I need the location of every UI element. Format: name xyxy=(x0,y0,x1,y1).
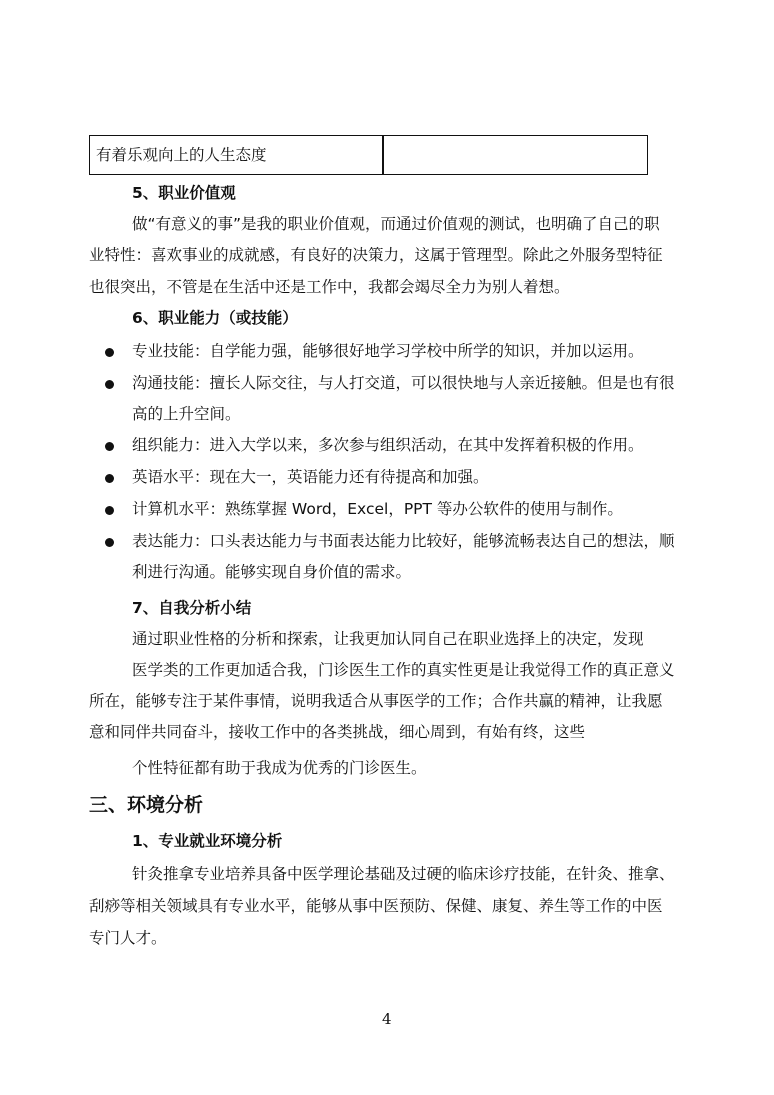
skill-item: 计算机水平：熟练掌握 Word，Excel，PPT 等办公软件的使用与制作。 xyxy=(132,500,623,518)
bullet-icon xyxy=(105,442,114,451)
summary-line: 意和同伴共同奋斗，接收工作中的各类挑战，细心周到，有始有终，这些 xyxy=(89,723,586,741)
skill-item: 表达能力：口头表达能力与书面表达能力比较好，能够流畅表达自己的想法，顺 xyxy=(132,532,675,550)
skill-item-continuation: 利进行沟通。能够实现自身价值的需求。 xyxy=(132,563,412,581)
bullet-icon xyxy=(105,474,114,483)
table-column-divider xyxy=(382,135,384,175)
subsection-1-heading: 1、专业就业环境分析 xyxy=(132,832,283,850)
section-5-para-line: 也很突出，不管是在生活中还是工作中，我都会竭尽全力为别人着想。 xyxy=(89,278,570,296)
section-3-title: 三、环境分析 xyxy=(89,794,204,816)
section-5-para-line: 业特性：喜欢事业的成就感，有良好的决策力，这属于管理型。除此之外服务型特征 xyxy=(89,246,663,264)
skill-item: 沟通技能：擅长人际交往，与人打交道，可以很快地与人亲近接触。但是也有很 xyxy=(132,374,675,392)
table-cell-left: 有着乐观向上的人生态度 xyxy=(96,146,267,164)
section-6-heading: 6、职业能力（或技能） xyxy=(132,309,298,327)
bullet-icon xyxy=(105,348,114,357)
bullet-icon xyxy=(105,380,114,389)
bullet-icon xyxy=(105,538,114,547)
section-5-para-line: 做“有意义的事”是我的职业价值观，而通过价值观的测试，也明确了自己的职 xyxy=(132,215,660,233)
skill-item-continuation: 高的上升空间。 xyxy=(132,405,241,423)
section-5-heading: 5、职业价值观 xyxy=(132,184,236,202)
env-para-line: 刮痧等相关领域具有专业水平，能够从事中医预防、保健、康复、养生等工作的中医 xyxy=(89,897,663,915)
skill-item: 组织能力：进入大学以来，多次参与组织活动，在其中发挥着积极的作用。 xyxy=(132,436,644,454)
summary-line: 通过职业性格的分析和探索，让我更加认同自己在职业选择上的决定，发现 xyxy=(132,630,644,648)
env-para-line: 专门人才。 xyxy=(89,929,167,947)
summary-line: 个性特征都有助于我成为优秀的门诊医生。 xyxy=(132,759,427,777)
summary-line: 所在，能够专注于某件事情，说明我适合从事医学的工作；合作共赢的精神，让我愿 xyxy=(89,692,663,710)
section-7-heading: 7、自我分析小结 xyxy=(132,599,252,617)
bullet-icon xyxy=(105,506,114,515)
page-number: 4 xyxy=(382,1010,392,1028)
skill-item: 英语水平：现在大一，英语能力还有待提高和加强。 xyxy=(132,468,489,486)
skill-item: 专业技能：自学能力强，能够很好地学习学校中所学的知识，并加以运用。 xyxy=(132,342,644,360)
summary-line: 医学类的工作更加适合我，门诊医生工作的真实性更是让我觉得工作的真正意义 xyxy=(132,661,675,679)
env-para-line: 针灸推拿专业培养具备中医学理论基础及过硬的临床诊疗技能，在针灸、推拿、 xyxy=(132,865,675,883)
